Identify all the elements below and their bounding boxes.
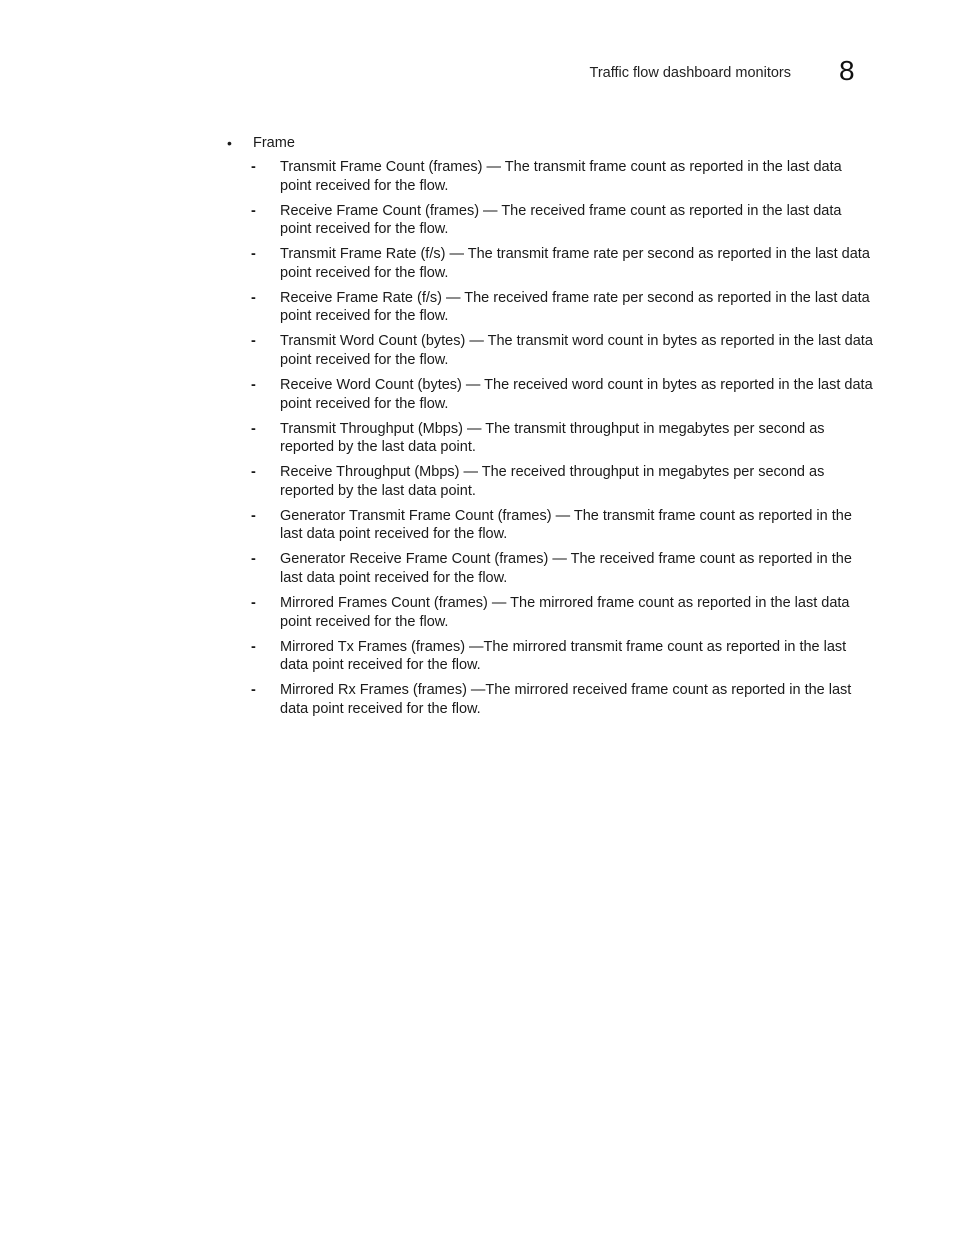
bullet-icon: • <box>227 135 232 151</box>
list-item <box>227 550 875 587</box>
document-body <box>227 134 877 725</box>
dash-icon: - <box>251 202 256 219</box>
list-item-text: Mirrored Tx Frames (frames) —The mirrored transmit frame count as reported in the last data point received for the flow. <box>280 638 847 674</box>
list-item <box>227 245 875 282</box>
list-item-text: Transmit Frame Count (frames) — The transmit frame count as reported in the last data point received for the flow. <box>280 159 842 194</box>
list-item-text: Mirrored Frames Count (frames) — The mirrored frame count as reported in the last data point received for the flow. <box>280 594 850 630</box>
list-item <box>227 202 875 239</box>
list-item <box>227 332 875 369</box>
dash-icon: - <box>251 159 256 175</box>
dash-icon: - <box>251 682 256 699</box>
bullet-item-frame <box>227 134 877 155</box>
dash-icon: - <box>251 289 256 306</box>
dash-icon: - <box>251 420 256 437</box>
list-item <box>227 507 875 544</box>
list-item <box>227 463 875 500</box>
list-item <box>227 594 875 631</box>
list-item <box>227 681 875 718</box>
dash-icon: - <box>251 594 256 611</box>
list-item-text: Transmit Word Count (bytes) — The transmit word count in bytes as reported in the last data point received for the flow. <box>280 333 873 369</box>
list-item <box>227 289 875 326</box>
list-item-text: Receive Throughput (Mbps) — The received throughput in megabytes per second as reported by the last data point. <box>280 464 825 499</box>
list-item-text: Mirrored Rx Frames (frames) —The mirrored received frame count as reported in the last data point received for the flow. <box>280 682 852 717</box>
bullet-label: Frame <box>253 135 295 151</box>
chapter-number: 8 <box>839 55 855 86</box>
list-item <box>227 638 875 675</box>
list-item-text: Receive Frame Rate (f/s) — The received frame rate per second as reported in the last data point received for the flow. <box>280 289 870 325</box>
list-item <box>227 158 875 195</box>
dash-icon: - <box>251 246 256 263</box>
running-header <box>0 55 954 90</box>
frame-metrics-list <box>227 158 877 719</box>
list-item-text: Receive Frame Count (frames) — The received frame count as reported in the last data point received for the flow. <box>280 202 842 238</box>
list-item <box>227 420 875 457</box>
list-item-text: Receive Word Count (bytes) — The received word count in bytes as reported in the last data point received for the flow. <box>280 376 873 412</box>
list-item-text: Generator Transmit Frame Count (frames) — The transmit frame count as reported in the last data point received for the flow. <box>280 507 852 543</box>
list-item-text: Generator Receive Frame Count (frames) — The received frame count as reported in the last data point received for the flow. <box>280 551 852 587</box>
section-title: Traffic flow dashboard monitors <box>589 65 791 81</box>
list-item <box>227 376 875 413</box>
dash-icon: - <box>251 464 256 481</box>
dash-icon: - <box>251 376 256 393</box>
list-item-text: Transmit Throughput (Mbps) — The transmit throughput in megabytes per second as reported by the last data point. <box>280 420 825 456</box>
dash-icon: - <box>251 638 256 655</box>
list-item-text: Transmit Frame Rate (f/s) — The transmit frame rate per second as reported in the last data point received for the flow. <box>280 246 870 281</box>
dash-icon: - <box>251 551 256 568</box>
dash-icon: - <box>251 333 256 350</box>
dash-icon: - <box>251 507 256 524</box>
